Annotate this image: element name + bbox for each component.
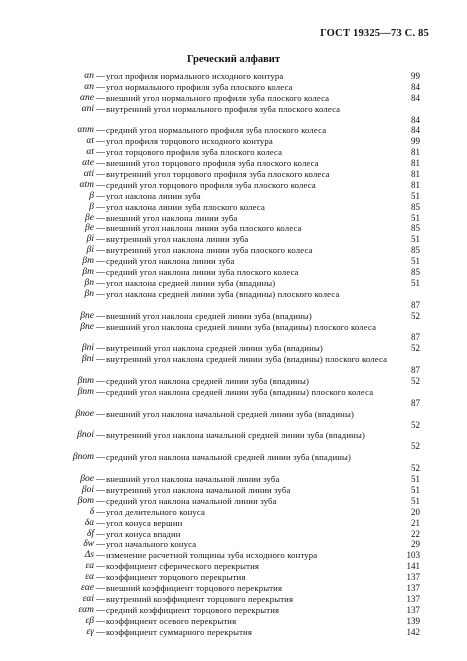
em-dash: — bbox=[96, 92, 105, 103]
term-symbol: αni bbox=[81, 103, 94, 114]
em-dash: — bbox=[96, 71, 105, 81]
term-symbol: βn bbox=[84, 277, 94, 288]
term-symbol: βom bbox=[77, 495, 94, 506]
list-item bbox=[0, 289, 467, 311]
page-number: 137 bbox=[406, 593, 420, 604]
list-item bbox=[0, 594, 467, 605]
list-item bbox=[0, 529, 467, 540]
list-item bbox=[0, 343, 467, 354]
term-symbol: βne bbox=[80, 321, 94, 332]
em-dash: — bbox=[96, 582, 105, 593]
term-symbol: εαm bbox=[78, 604, 94, 615]
list-item bbox=[0, 71, 467, 82]
list-item bbox=[0, 136, 467, 147]
list-item bbox=[0, 496, 467, 507]
em-dash: — bbox=[96, 169, 105, 180]
term-description: внешний угол наклона начальной линии зуба bbox=[106, 474, 280, 485]
page-number: 85 bbox=[411, 223, 420, 234]
page-number: 84 bbox=[411, 92, 420, 103]
em-dash: — bbox=[96, 343, 105, 354]
term-description: изменение расчетной толщины зуба исходного контура bbox=[106, 550, 318, 561]
page-header: ГОСТ 19325—73 С. 85 bbox=[320, 28, 429, 39]
page-number: 141 bbox=[406, 561, 420, 572]
page-number: 81 bbox=[411, 169, 420, 180]
em-dash: — bbox=[96, 223, 105, 234]
term-symbol: βi bbox=[86, 234, 94, 245]
em-dash: — bbox=[96, 321, 105, 332]
page-number: 51 bbox=[411, 256, 420, 267]
term-symbol: αt bbox=[86, 147, 94, 158]
list-item bbox=[0, 223, 467, 234]
term-description: внутренний угол наклона линии зуба плоского колеса bbox=[106, 245, 313, 256]
em-dash: — bbox=[96, 528, 105, 539]
em-dash: — bbox=[96, 158, 105, 169]
term-description: угол наклона средней линии зуба (впадины) bbox=[106, 277, 276, 288]
list-item bbox=[0, 147, 467, 158]
term-symbol: βi bbox=[86, 245, 94, 256]
page-number: 137 bbox=[406, 572, 420, 583]
em-dash: — bbox=[96, 354, 105, 365]
page-number: 103 bbox=[406, 550, 420, 561]
page-number: 21 bbox=[411, 517, 420, 528]
em-dash: — bbox=[96, 234, 105, 245]
list-item bbox=[0, 354, 467, 376]
page-number: 85 bbox=[411, 267, 420, 278]
list-item bbox=[0, 452, 467, 474]
list-item bbox=[0, 104, 467, 126]
term-description: угол профиля нормального исходного контура bbox=[106, 71, 284, 81]
term-symbol: βnm bbox=[77, 386, 94, 397]
em-dash: — bbox=[96, 267, 105, 278]
term-symbol: βe bbox=[85, 223, 94, 234]
em-dash: — bbox=[96, 615, 105, 626]
term-description: внешний угол нормального профиля зуба плоского колеса bbox=[106, 92, 330, 103]
list-item bbox=[0, 169, 467, 180]
page-number: 87 bbox=[411, 299, 420, 310]
term-description: средний угол торцового профиля зуба плоского колеса bbox=[106, 179, 316, 190]
list-item bbox=[0, 191, 467, 202]
term-symbol: βn bbox=[84, 288, 94, 299]
term-description: угол конуса впадин bbox=[106, 528, 181, 539]
list-item bbox=[0, 267, 467, 278]
list-item bbox=[0, 430, 467, 452]
page-number: 84 bbox=[411, 114, 420, 125]
term-symbol: βnom bbox=[72, 452, 94, 463]
page-number: 51 bbox=[411, 474, 420, 485]
page-number: 137 bbox=[406, 582, 420, 593]
em-dash: — bbox=[96, 136, 105, 147]
em-dash: — bbox=[96, 190, 105, 201]
term-symbol: βoe bbox=[80, 474, 94, 485]
list-item bbox=[0, 572, 467, 583]
list-item bbox=[0, 125, 467, 136]
term-symbol: αnm bbox=[77, 125, 94, 136]
term-symbol: εαi bbox=[82, 593, 94, 604]
term-description: коэффициент осевого перекрытия bbox=[106, 615, 237, 626]
em-dash: — bbox=[96, 277, 105, 288]
page-number: 52 bbox=[411, 343, 420, 354]
term-description: внешний угол наклона линии зуба плоского колеса bbox=[106, 223, 302, 234]
term-symbol: εa bbox=[85, 561, 94, 572]
list-item bbox=[0, 474, 467, 485]
list-item bbox=[0, 376, 467, 387]
em-dash: — bbox=[96, 408, 105, 419]
term-symbol: βoi bbox=[81, 484, 94, 495]
term-description: внутренний угол наклона начальной средней линии зуба (впадины) bbox=[106, 430, 366, 441]
term-symbol: βni bbox=[81, 354, 94, 365]
page-number: 87 bbox=[411, 365, 420, 376]
term-symbol: βnm bbox=[77, 376, 94, 386]
page-number: 22 bbox=[411, 528, 420, 539]
term-description: внутренний угол наклона линии зуба bbox=[106, 234, 249, 245]
page-number: 52 bbox=[411, 419, 420, 430]
em-dash: — bbox=[96, 310, 105, 321]
page-number: 20 bbox=[411, 506, 420, 517]
em-dash: — bbox=[96, 288, 105, 299]
term-symbol: εα bbox=[85, 572, 94, 583]
em-dash: — bbox=[96, 484, 105, 495]
term-description: угол торцового профиля зуба плоского колеса bbox=[106, 147, 283, 158]
em-dash: — bbox=[96, 452, 105, 463]
term-symbol: αn bbox=[84, 81, 94, 92]
em-dash: — bbox=[96, 212, 105, 223]
list-item bbox=[0, 507, 467, 518]
em-dash: — bbox=[96, 495, 105, 506]
list-item bbox=[0, 387, 467, 409]
em-dash: — bbox=[96, 506, 105, 517]
em-dash: — bbox=[96, 386, 105, 397]
term-symbol: αti bbox=[83, 169, 94, 180]
term-symbol: εαe bbox=[81, 582, 94, 593]
term-symbol: βnoe bbox=[75, 408, 94, 419]
term-description: угол конуса вершин bbox=[106, 517, 183, 528]
list-item bbox=[0, 409, 467, 431]
term-description: внутренний угол наклона средней линии зуба (впадины) плоского колеса bbox=[106, 354, 388, 365]
term-symbol: αn bbox=[84, 71, 94, 81]
em-dash: — bbox=[96, 593, 105, 604]
page-number: 52 bbox=[411, 463, 420, 474]
page-number: 85 bbox=[411, 245, 420, 256]
page-number: 84 bbox=[411, 125, 420, 136]
term-description: внешний коэффициент торцового перекрытия bbox=[106, 582, 283, 593]
term-description: внешний угол наклона начальной средней линии зуба (впадины) bbox=[106, 408, 355, 419]
list-item bbox=[0, 616, 467, 627]
term-description: угол наклона линии зуба bbox=[106, 190, 201, 201]
list-item bbox=[0, 234, 467, 245]
term-symbol: δ bbox=[89, 506, 94, 517]
term-description: средний угол наклона начальной средней линии зуба (впадины) bbox=[106, 452, 352, 463]
term-description: внутренний угол нормального профиля зуба плоского колеса bbox=[106, 103, 341, 114]
term-description: средний угол наклона начальной линии зуба bbox=[106, 495, 277, 506]
term-description: угол наклона средней линии зуба (впадины) плоского колеса bbox=[106, 288, 340, 299]
term-symbol: βe bbox=[85, 212, 94, 223]
section-title: Греческий алфавит bbox=[186, 54, 281, 65]
term-symbol: β bbox=[89, 190, 94, 201]
term-description: угол наклона линии зуба плоского колеса bbox=[106, 201, 266, 212]
term-description: угол делительного конуса bbox=[106, 506, 206, 517]
list-item bbox=[0, 256, 467, 267]
em-dash: — bbox=[96, 179, 105, 190]
term-description: средний коэффициент торцового перекрытия bbox=[106, 604, 280, 615]
page-number: 87 bbox=[411, 397, 420, 408]
term-description: внешний угол наклона средней линии зуба (впадины) bbox=[106, 310, 312, 321]
term-symbol: αte bbox=[82, 158, 94, 169]
term-description: средний угол наклона линии зуба плоского колеса bbox=[106, 267, 299, 278]
page-number: 51 bbox=[411, 190, 420, 201]
page-number: 142 bbox=[406, 626, 420, 637]
symbol-list bbox=[0, 71, 467, 637]
em-dash: — bbox=[96, 604, 105, 615]
list-item bbox=[0, 605, 467, 616]
page-number: 81 bbox=[411, 179, 420, 190]
term-description: внешний угол наклона средней линии зуба (впадины) плоского колеса bbox=[106, 321, 377, 332]
em-dash: — bbox=[96, 626, 105, 637]
em-dash: — bbox=[96, 572, 105, 583]
term-description: средний угол наклона линии зуба bbox=[106, 256, 235, 267]
list-item bbox=[0, 550, 467, 561]
list-item bbox=[0, 561, 467, 572]
term-symbol: αt bbox=[86, 136, 94, 147]
em-dash: — bbox=[96, 125, 105, 136]
list-item bbox=[0, 93, 467, 104]
term-symbol: αtm bbox=[79, 179, 94, 190]
page-number: 99 bbox=[411, 136, 420, 147]
em-dash: — bbox=[96, 430, 105, 441]
page-number: 51 bbox=[411, 484, 420, 495]
page-number: 29 bbox=[411, 539, 420, 550]
term-description: коэффициент суммарного перекрытия bbox=[106, 626, 252, 637]
term-symbol: εβ bbox=[85, 615, 94, 626]
list-item bbox=[0, 583, 467, 594]
term-description: внутренний угол наклона начальной линии зуба bbox=[106, 484, 291, 495]
page-number: 52 bbox=[411, 441, 420, 452]
term-symbol: δf bbox=[86, 528, 94, 539]
page-number: 139 bbox=[406, 615, 420, 626]
page-number: 81 bbox=[411, 158, 420, 169]
em-dash: — bbox=[96, 103, 105, 114]
list-item bbox=[0, 245, 467, 256]
term-symbol: β bbox=[89, 201, 94, 212]
em-dash: — bbox=[96, 517, 105, 528]
em-dash: — bbox=[96, 376, 105, 386]
list-item bbox=[0, 202, 467, 213]
page-number: 84 bbox=[411, 81, 420, 92]
term-symbol: βnoi bbox=[77, 430, 94, 441]
term-symbol: δa bbox=[84, 517, 94, 528]
page-number: 52 bbox=[411, 376, 420, 386]
page-number: 87 bbox=[411, 332, 420, 343]
term-description: коэффициент сферического перекрытия bbox=[106, 561, 260, 572]
page-number: 51 bbox=[411, 277, 420, 288]
term-description: внешний угол наклона линии зуба bbox=[106, 212, 238, 223]
term-symbol: βni bbox=[81, 343, 94, 354]
list-item bbox=[0, 539, 467, 550]
term-description: угол начального конуса bbox=[106, 539, 197, 550]
page-number: 51 bbox=[411, 495, 420, 506]
em-dash: — bbox=[96, 245, 105, 256]
em-dash: — bbox=[96, 256, 105, 267]
em-dash: — bbox=[96, 550, 105, 561]
list-item bbox=[0, 82, 467, 93]
page-number: 52 bbox=[411, 310, 420, 321]
page-number: 81 bbox=[411, 147, 420, 158]
em-dash: — bbox=[96, 81, 105, 92]
term-symbol: βne bbox=[80, 310, 94, 321]
list-item bbox=[0, 627, 467, 638]
term-symbol: βm bbox=[82, 267, 94, 278]
page-number: 51 bbox=[411, 234, 420, 245]
term-symbol: δw bbox=[83, 539, 94, 550]
term-description: угол нормального профиля зуба плоского колеса bbox=[106, 81, 293, 92]
term-description: средний угол наклона средней линии зуба (впадины) bbox=[106, 376, 310, 386]
term-symbol: εγ bbox=[86, 626, 94, 637]
term-symbol: αne bbox=[80, 92, 94, 103]
term-description: внешний угол торцового профиля зуба плоского колеса bbox=[106, 158, 319, 169]
term-description: средний угол наклона средней линии зуба (впадины) плоского колеса bbox=[106, 386, 374, 397]
list-item bbox=[0, 278, 467, 289]
list-item bbox=[0, 311, 467, 322]
list-item bbox=[0, 518, 467, 529]
list-item bbox=[0, 213, 467, 224]
term-symbol: Δs bbox=[84, 550, 94, 561]
page-number: 51 bbox=[411, 212, 420, 223]
list-item bbox=[0, 485, 467, 496]
term-description: коэффициент торцового перекрытия bbox=[106, 572, 246, 583]
term-description: внутренний коэффициент торцового перекрытия bbox=[106, 593, 294, 604]
term-description: внутренний угол торцового профиля зуба плоского колеса bbox=[106, 169, 330, 180]
em-dash: — bbox=[96, 561, 105, 572]
list-item bbox=[0, 180, 467, 191]
page-number: 85 bbox=[411, 201, 420, 212]
list-item bbox=[0, 158, 467, 169]
em-dash: — bbox=[96, 201, 105, 212]
page-number: 137 bbox=[406, 604, 420, 615]
term-description: внутренний угол наклона средней линии зуба (впадины) bbox=[106, 343, 323, 354]
term-description: средний угол нормального профиля зуба плоского колеса bbox=[106, 125, 327, 136]
page-number: 99 bbox=[411, 71, 420, 81]
term-symbol: βm bbox=[82, 256, 94, 267]
em-dash: — bbox=[96, 474, 105, 485]
term-description: угол профиля торцового исходного контура bbox=[106, 136, 273, 147]
em-dash: — bbox=[96, 147, 105, 158]
list-item bbox=[0, 322, 467, 344]
em-dash: — bbox=[96, 539, 105, 550]
